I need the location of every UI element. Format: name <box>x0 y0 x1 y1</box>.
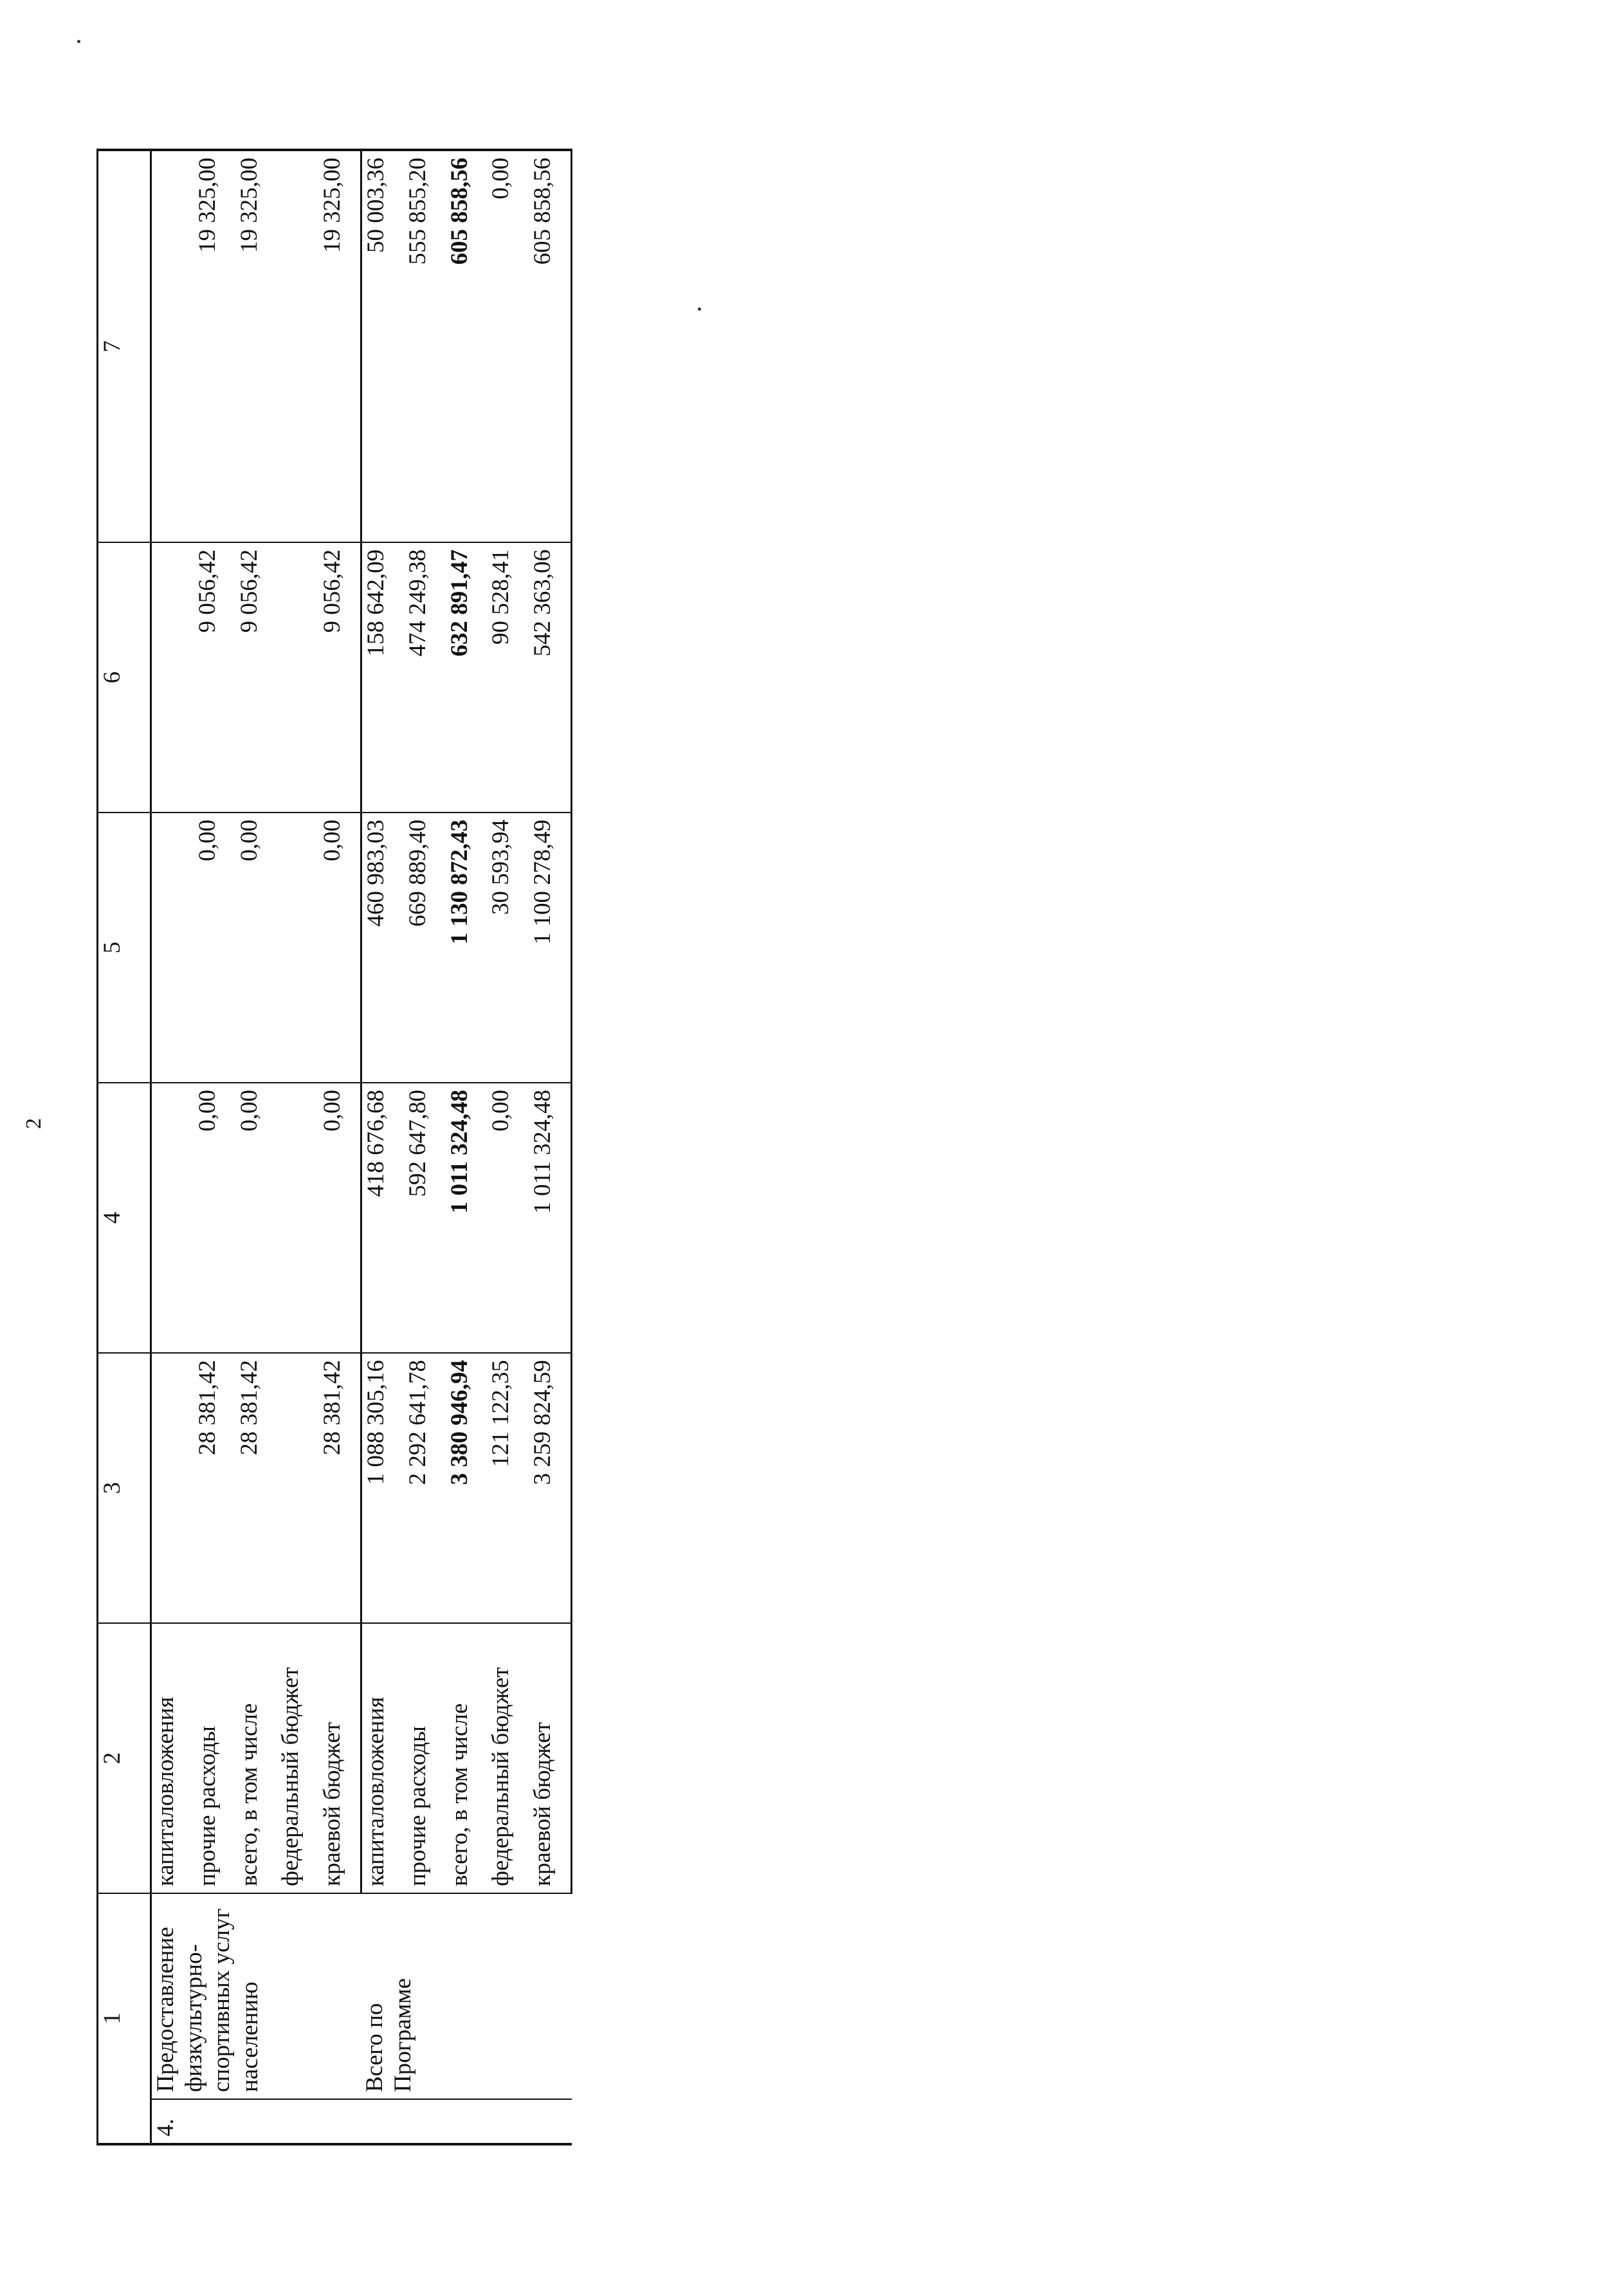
row-label: капиталовложения <box>361 1623 404 1893</box>
table-cell: 90 528,41 <box>487 542 529 813</box>
table-cell: 605 858,56 <box>529 150 572 542</box>
table-cell: 0,00 <box>318 1083 361 1353</box>
table-cell: 0,00 <box>487 150 529 542</box>
column-header: 1 <box>98 1893 151 2144</box>
section-index <box>361 2099 571 2144</box>
table-cell <box>277 542 318 813</box>
table-cell <box>277 150 318 542</box>
table-cell <box>151 813 194 1083</box>
table-cell <box>151 1353 194 1623</box>
table-cell: 9 056,42 <box>318 542 361 813</box>
scan-speck <box>77 40 80 43</box>
column-header: 7 <box>98 150 151 542</box>
table-cell: 30 593,94 <box>487 813 529 1083</box>
row-label: прочие расходы <box>404 1623 446 1893</box>
budget-table <box>96 149 572 2145</box>
table-row <box>529 150 572 2144</box>
section-title: Предоставление физкультурно-спортивных услуг населению <box>151 1893 361 2099</box>
table-cell: 19 325,00 <box>235 150 277 542</box>
table-cell: 2 292 641,78 <box>404 1353 446 1623</box>
table-cell: 1 011 324,48 <box>529 1083 572 1353</box>
table-cell: 28 381,42 <box>318 1353 361 1623</box>
table-cell: 0,00 <box>235 813 277 1083</box>
table-cell <box>151 150 194 542</box>
row-label: всего, в том числе <box>235 1623 277 1893</box>
column-header: 3 <box>98 1353 151 1623</box>
table-cell: 0,00 <box>318 813 361 1083</box>
table-cell: 0,00 <box>194 813 235 1083</box>
table-row <box>361 150 404 2144</box>
section-title: Всего по Программе <box>361 1893 571 2099</box>
table-cell: 418 676,68 <box>361 1083 404 1353</box>
table-cell: 632 891,47 <box>446 542 488 813</box>
header-row <box>98 150 151 2144</box>
table-cell: 1 088 305,16 <box>361 1353 404 1623</box>
row-label: капиталовложения <box>151 1623 194 1893</box>
table-row <box>151 150 194 2144</box>
table-row <box>446 150 488 2144</box>
table-cell: 9 056,42 <box>235 542 277 813</box>
table-cell: 460 983,03 <box>361 813 404 1083</box>
table-cell: 121 122,35 <box>487 1353 529 1623</box>
budget-table-rotated <box>96 151 572 2145</box>
table-cell <box>151 1083 194 1353</box>
table-cell: 28 381,42 <box>194 1353 235 1623</box>
table-cell: 0,00 <box>194 1083 235 1353</box>
table-row <box>194 150 235 2144</box>
table-cell: 669 889,40 <box>404 813 446 1083</box>
row-label: всего, в том числе <box>446 1623 488 1893</box>
row-label: краевой бюджет <box>318 1623 361 1893</box>
table-cell: 1 130 872,43 <box>446 813 488 1083</box>
table-row <box>487 150 529 2144</box>
table-cell: 28 381,42 <box>235 1353 277 1623</box>
table-cell: 605 858,56 <box>446 150 488 542</box>
table-cell <box>277 1353 318 1623</box>
row-label: краевой бюджет <box>529 1623 572 1893</box>
table-row <box>318 150 361 2144</box>
table-cell: 592 647,80 <box>404 1083 446 1353</box>
column-header: 2 <box>98 1623 151 1893</box>
table-row <box>277 150 318 2144</box>
table-cell: 1 011 324,48 <box>446 1083 488 1353</box>
table-cell <box>151 542 194 813</box>
table-cell: 474 249,38 <box>404 542 446 813</box>
column-header: 5 <box>98 813 151 1083</box>
table-cell <box>277 813 318 1083</box>
scan-speck <box>698 308 701 311</box>
table-cell: 3 259 824,59 <box>529 1353 572 1623</box>
table-cell: 1 100 278,49 <box>529 813 572 1083</box>
table-row <box>235 150 277 2144</box>
table-cell: 9 056,42 <box>194 542 235 813</box>
row-label: федеральный бюджет <box>277 1623 318 1893</box>
table-cell: 555 855,20 <box>404 150 446 542</box>
table-row <box>404 150 446 2144</box>
section-index: 4. <box>151 2099 361 2144</box>
row-label: прочие расходы <box>194 1623 235 1893</box>
table-cell: 19 325,00 <box>318 150 361 542</box>
table-cell <box>277 1083 318 1353</box>
table-cell: 0,00 <box>235 1083 277 1353</box>
table-cell: 19 325,00 <box>194 150 235 542</box>
table-cell: 0,00 <box>487 1083 529 1353</box>
page-number: 2 <box>22 1118 46 1129</box>
row-label: федеральный бюджет <box>487 1623 529 1893</box>
table-cell: 542 363,06 <box>529 542 572 813</box>
table-cell: 50 003,36 <box>361 150 404 542</box>
column-header: 4 <box>98 1083 151 1353</box>
table-cell: 158 642,09 <box>361 542 404 813</box>
table-cell: 3 380 946,94 <box>446 1353 488 1623</box>
column-header: 6 <box>98 542 151 813</box>
